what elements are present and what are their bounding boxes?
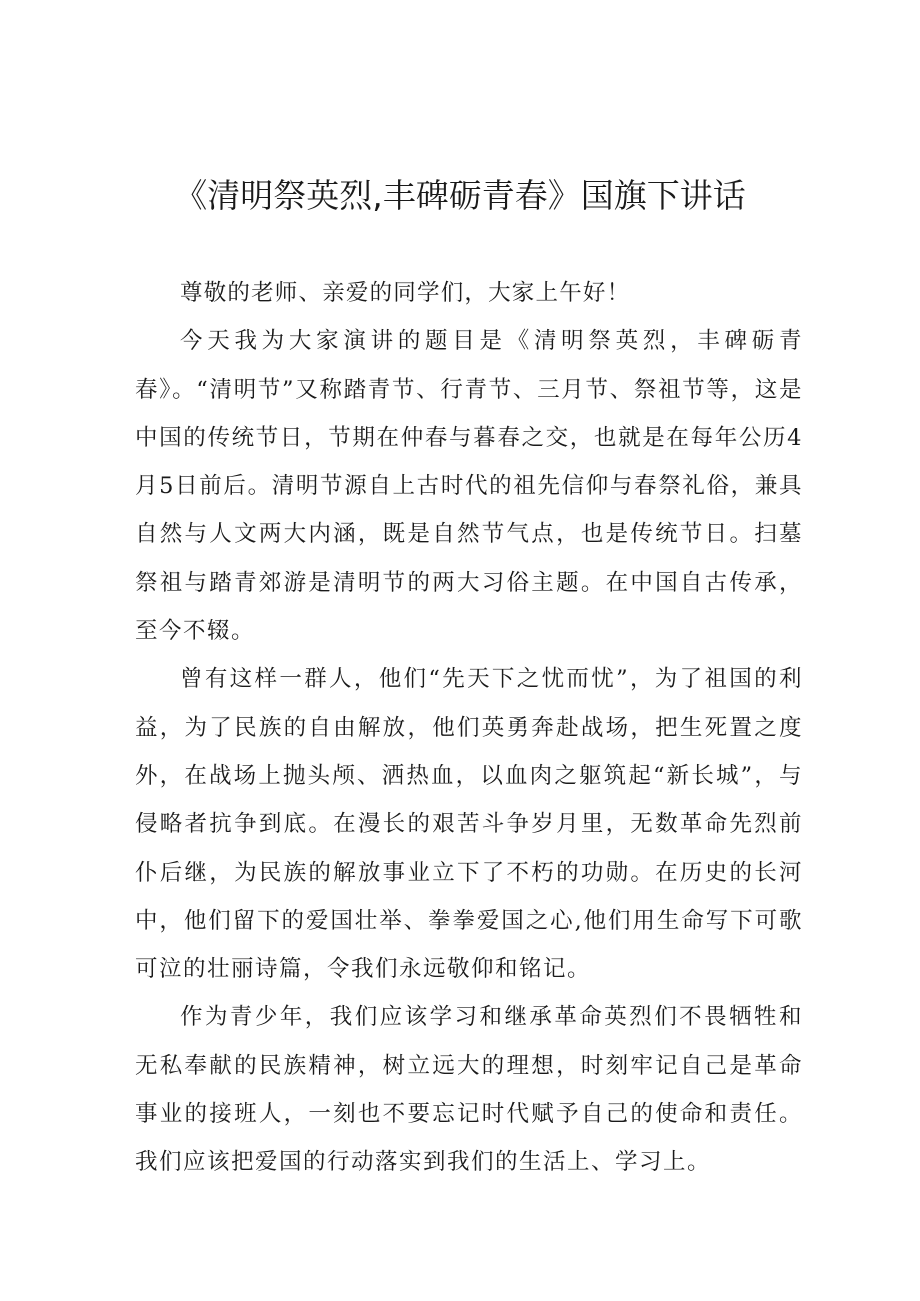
document-body: [135, 269, 803, 1187]
paragraph-1: 今天我为大家演讲的题目是《清明祭英烈，丰碑砺青春》。“清明节”又称踏青节、行青节、三月节、祭祖节等，这是中国的传统节日，节期在仲春与暮春之交，也就是在每年公历4月5日前后。清明节源自上古时代的祖先信仰与春祭礼俗，兼具自然与人文两大内涵，既是自然节气点，也是传统节日。扫墓祭祖与踏青郊游是清明节的两大习俗主题。在中国自古传承，至今不辍。: [135, 328, 803, 645]
paragraph-2: 曾有这样一群人，他们“先天下之忧而忧”，为了祖国的利益，为了民族的自由解放，他们英勇奔赴战场，把生死置之度外，在战场上抛头颅、洒热血，以血肉之躯筑起“新长城”，与侵略者抗争到底。在漫长的艰苦斗争岁月里，无数革命先烈前仆后继，为民族的解放事业立下了不朽的功勋。在历史的长河中，他们留下的爱国壮举、拳拳爱国之心,他们用生命写下可歌可泣的壮丽诗篇，令我们永远敬仰和铭记。: [135, 666, 803, 983]
paragraph-3: 作为青少年，我们应该学习和继承革命英烈们不畏牺牲和无私奉献的民族精神，树立远大的理想，时刻牢记自己是革命事业的接班人，一刻也不要忘记时代赋予自己的使命和责任。我们应该把爱国的行动落实到我们的生活上、学习上。: [135, 1004, 803, 1176]
greeting-paragraph: 尊敬的老师、亲爱的同学们，大家上午好！: [180, 280, 631, 306]
document-title: 《清明祭英烈,丰碑砺青春》国旗下讲话: [174, 176, 746, 215]
